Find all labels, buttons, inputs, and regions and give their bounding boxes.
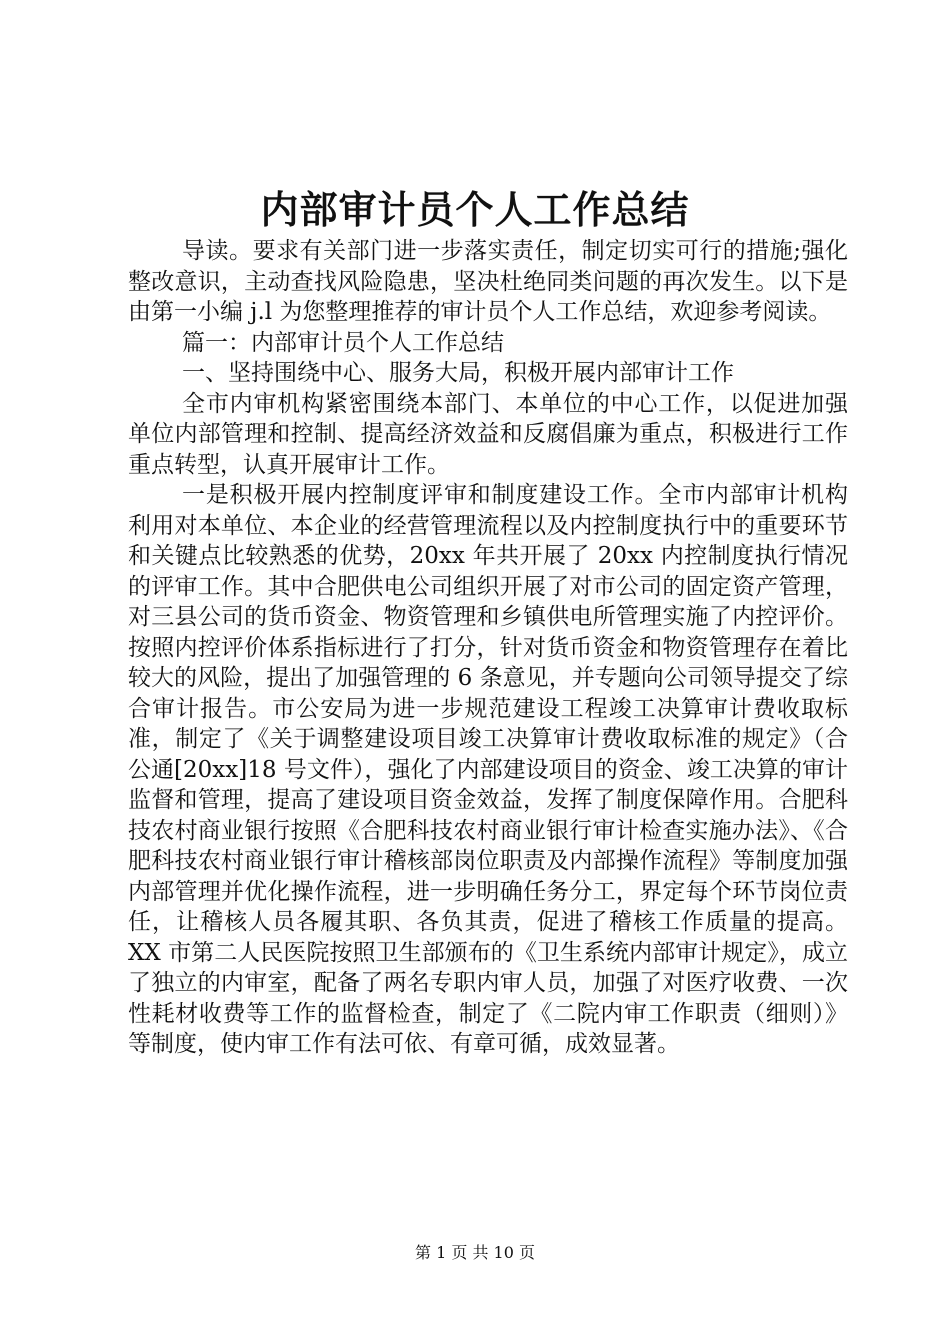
subsection-heading: 一、坚持围绕中心、服务大局，积极开展内部审计工作 (182, 360, 735, 386)
body-paragraph: 一是积极开展内控制度评审和制度建设工作。全市内部审计机构利用对本单位、本企业的经营管理流程以及内控制度执行中的重要环节和关键点比较熟悉的优势，20xx 年共开展了 20xx 内控制度执行情况的评审工作。其中合肥供电公司组织开展了对市公司的固定资产管理，对三县公司的货币资金、物资管理和乡镇供电所管理实施了内控评价。按照内控评价体系指标进行了打分，针对货币资金和物资管理存在着比较大的风险，提出了加强管理的 6 条意见，并专题向公司领导提交了综合审计报告。市公安局为进一步规范建设工程竣工决算审计费收取标准，制定了《关于调整建设项目竣工决算审计费收取标准的规定》（合公通[20xx]18 号文件），强化了内部建设项目的资金、竣工决算的审计监督和管理，提高了建设项目资金效益，发挥了制度保障作用。合肥科技农村商业银行按照《合肥科技农村商业银行审计检查实施办法》、《合肥科技农村商业银行审计稽核部岗位职责及内部操作流程》等制度加强内部管理并优化操作流程，进一步明确任务分工，界定每个环节岗位责任，让稽核人员各履其职、各负其责，促进了稽核工作质量的提高。XX 市第二人民医院按照卫生部颁布的《卫生系统内部审计规定》，成立了独立的内审室，配备了两名专职内审人员，加强了对医疗收费、一次性耗材收费等工作的监督检查，制定了《二院内审工作职责（细则）》等制度，使内审工作有法可依、有章可循，成效显著。 (128, 482, 848, 1057)
section-heading: 篇一：内部审计员个人工作总结 (182, 329, 505, 356)
page-number-footer: 第 1 页 共 10 页 (415, 1243, 535, 1262)
document-title: 内部审计员个人工作总结 (260, 187, 690, 232)
document-body (128, 236, 848, 1060)
body-paragraph: 全市内审机构紧密围绕本部门、本单位的中心工作，以促进加强单位内部管理和控制、提高经济效益和反腐倡廉为重点，积极进行工作重点转型，认真开展审计工作。 (128, 390, 848, 478)
intro-paragraph: 导读。要求有关部门进一步落实责任，制定切实可行的措施;强化整改意识，主动查找风险隐患，坚决杜绝同类问题的再次发生。以下是由第一小编 j.l 为您整理推荐的审计员个人工作总结，欢迎参考阅读。 (128, 238, 848, 325)
